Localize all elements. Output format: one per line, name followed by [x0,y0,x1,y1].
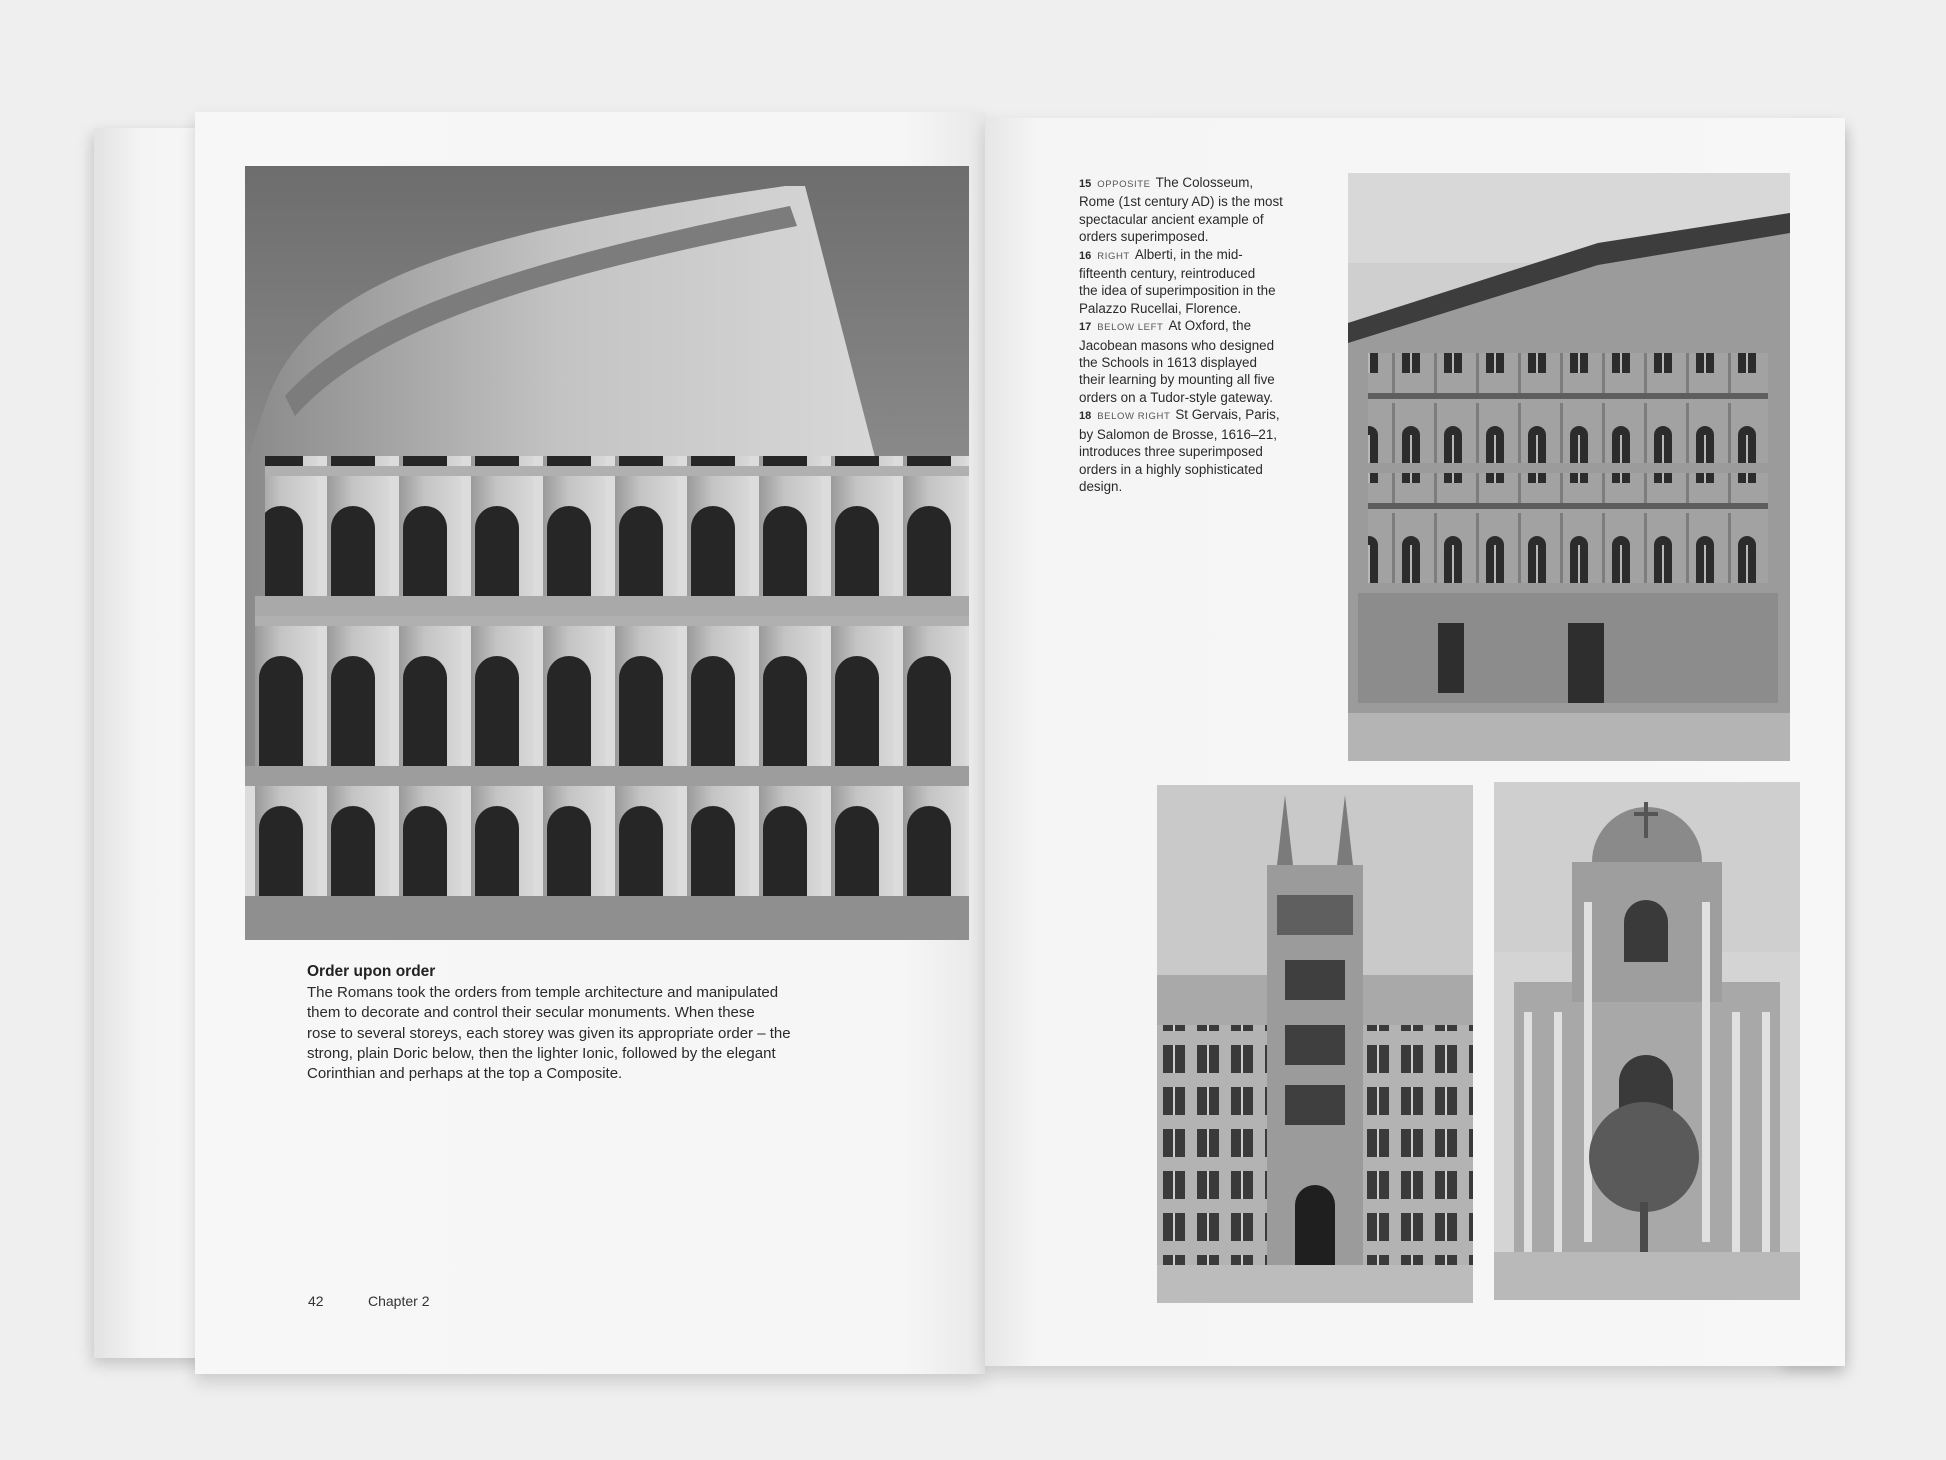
figure-captions [1079,174,1319,495]
caption-line: the Schools in 1613 displayed [1079,355,1257,371]
caption-line: introduces three superimposed [1079,444,1263,460]
figure-caption-18 [1079,406,1319,495]
caption-line: Alberti, in the mid- [1134,246,1243,262]
caption-line: Palazzo Rucellai, Florence. [1079,300,1242,316]
figure-position: BELOW RIGHT [1097,411,1171,423]
figure-number: 18 [1079,410,1092,423]
figure-position: BELOW LEFT [1097,322,1164,334]
caption-line: The Romans took the orders from temple architecture and manipulated [307,984,779,1001]
caption-line: orders superimposed. [1079,229,1209,245]
caption-line: Rome (1st century AD) is the most [1079,194,1283,210]
figure-number: 16 [1079,249,1092,262]
caption-line: the idea of superimposition in the [1079,283,1276,299]
caption-line: orders on a Tudor-style gateway. [1079,389,1274,405]
figure-caption-17 [1079,317,1319,406]
figure-position: RIGHT [1097,250,1130,262]
caption-line: Corinthian and perhaps at the top a Composite. [307,1065,623,1083]
caption-line: them to decorate and control their secular monuments. When these [307,1004,755,1022]
caption-line: design. [1079,478,1123,494]
caption-line: spectacular ancient example of [1079,211,1264,227]
caption-line: The Colosseum, [1155,175,1254,190]
palazzo-rucellai-photo [1348,173,1790,761]
st-gervais-photo [1494,782,1800,1300]
figure-caption-15 [1079,174,1319,246]
page-number: 42 [308,1293,324,1309]
caption-line: St Gervais, Paris, [1175,407,1280,423]
caption-title: Order upon order [307,963,436,980]
figure-number: 15 [1079,178,1092,190]
caption-line: by Salomon de Brosse, 1616–21, [1079,426,1278,442]
figure-caption-16 [1079,246,1319,318]
caption-line: Jacobean masons who designed [1079,337,1275,353]
oxford-schools-photo [1157,785,1473,1303]
caption-body [307,983,887,1084]
caption-line: rose to several storeys, each storey was given its appropriate order – the [307,1024,791,1042]
caption-line: At Oxford, the [1168,318,1252,334]
caption-line: fifteenth century, reintroduced [1079,266,1256,282]
figure-number: 17 [1079,321,1092,334]
caption-line: orders in a highly sophisticated [1079,461,1263,477]
caption-line: their learning by mounting all five [1079,372,1275,388]
colosseum-photo [245,166,969,940]
figure-position: OPPOSITE [1097,179,1151,190]
caption-line: strong, plain Doric below, then the lighter Ionic, followed by the elegant [307,1044,776,1062]
chapter-label: Chapter 2 [368,1293,430,1309]
